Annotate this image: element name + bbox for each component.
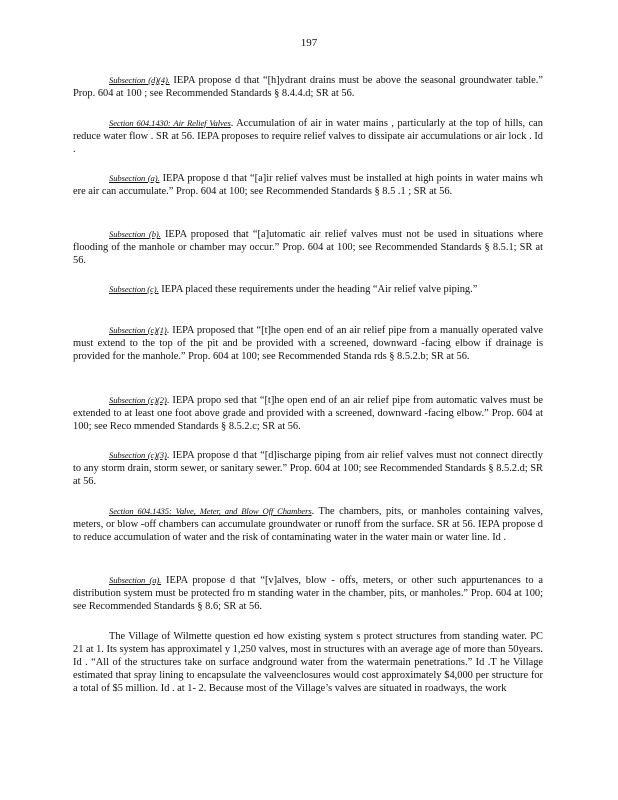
paragraph-subsection-c: [73, 283, 543, 296]
paragraph-subsection-c3: [73, 449, 543, 488]
paragraph-text: The Village of Wilmette question ed how existing system s protect structures from standing water. PC 21 at 1. Its system has approximatel y 1,250 valves, most in structures with an average age of more than 50years. Id . “All of the structures take on surface andground water from the watermain penetrations.” Id .T he Village estimated that spray lining to encapsulate the valveenclosures would cost approximately $4,000 per structure for a total of $5 million. Id . at 1- 2. Because most of the Village’s valves are situated in roadways, the work: [73, 631, 543, 694]
page-number: 197: [300, 37, 318, 49]
paragraph-subsection-d4: [73, 74, 543, 100]
paragraph-section-604-1435: [73, 505, 543, 544]
paragraph-text: . The chambers, pits, or manholes containing valves, meters, or blow -off chambers can accumulate groundwater or runoff from the surface. SR at 56. IEPA propose d to reduce accumulation of water and the risk of contaminating water in the water main or water line. Id .: [73, 506, 543, 543]
subsection-reference: Subsection (d)(4).: [109, 75, 170, 85]
paragraph-text: IEPA proposed that “[a]utomatic air relief valves must not be used in situations where flooding of the manhole or chamber may occur.” Prop. 604 at 100; see Recommended Standards § 8.5.1; SR at 56.: [73, 229, 543, 266]
paragraph-text: IEPA propose d that “[h]ydrant drains must be above the seasonal groundwater table.” Prop. 604 at 100 ; see Recommended Standards § 8.4.4.d; SR at 56.: [73, 75, 543, 99]
subsection-reference: Subsection (a).: [109, 575, 162, 585]
section-heading: Section 604.1435: Valve, Meter, and Blow Off Chambers: [109, 506, 312, 516]
paragraph-text: IEPA propose d that “[a]ir relief valves must be installed at high points in water mains wh ere air can accumulate.” Prop. 604 at 100; see Recommended Standards § 8.5 .1 ; SR at 56.: [73, 173, 543, 197]
paragraph-section-604-1430: [73, 117, 543, 156]
paragraph-wilmette: [73, 630, 543, 695]
paragraph-text: IEPA placed these requirements under the heading “Air relief valve piping.”: [161, 284, 478, 295]
paragraph-text: . IEPA propose d that “[d]ischarge piping from air relief valves must not connect directly to any storm drain, storm sewer, or sanitary sewer.” Prop. 604 at 100; see Recommended Standards § 8.5.2.d; SR at 56.: [73, 450, 543, 487]
paragraph-text: . Accumulation of air in water mains , particularly at the top of hills, can reduce water flow . SR at 56. IEPA proposes to require relief valves to dissipate air accumulations or air lock . Id .: [73, 118, 543, 155]
paragraph-subsection-c1: [73, 324, 543, 363]
paragraph-subsection-b: [73, 228, 543, 267]
subsection-reference: Subsection (b).: [109, 229, 161, 239]
paragraph-subsection-a-2: [73, 574, 543, 613]
paragraph-subsection-c2: [73, 394, 543, 433]
subsection-reference: Subsection (a).: [109, 173, 160, 183]
paragraph-text: . IEPA proposed that “[t]he open end of an air relief pipe from a manually operated valve must extend to the top of the pit and be provided with a screened, downward -facing elbow if drainage is provided for the manhole.” Prop. 604 at 100; see Recommended Standa rds § 8.5.2.b; SR at 56.: [73, 325, 543, 362]
paragraph-text: IEPA propose d that “[v]alves, blow - offs, meters, or other such appurtenances to a distribution system must be protected fro m standing water in the chamber, pits, or manholes.” Prop. 604 at 100; see Recommended Standards § 8.6; SR at 56.: [73, 575, 543, 612]
subsection-reference: Subsection (c).: [109, 284, 159, 294]
subsection-reference: Subsection (c)(2): [109, 395, 167, 405]
section-heading: Section 604.1430: Air Relief Valves: [109, 118, 231, 128]
paragraph-text: . IEPA propo sed that “[t]he open end of an air relief pipe from automatic valves must be extended to at least one foot above grade and provided with a screened, downward -facing elbow.” Prop. 604 at 100; see Reco mmended Standards § 8.5.2.c; SR at 56.: [73, 395, 544, 432]
paragraph-subsection-a: [73, 172, 543, 198]
subsection-reference: Subsection (c)(3): [109, 450, 167, 460]
subsection-reference: Subsection (c)(1): [109, 325, 167, 335]
